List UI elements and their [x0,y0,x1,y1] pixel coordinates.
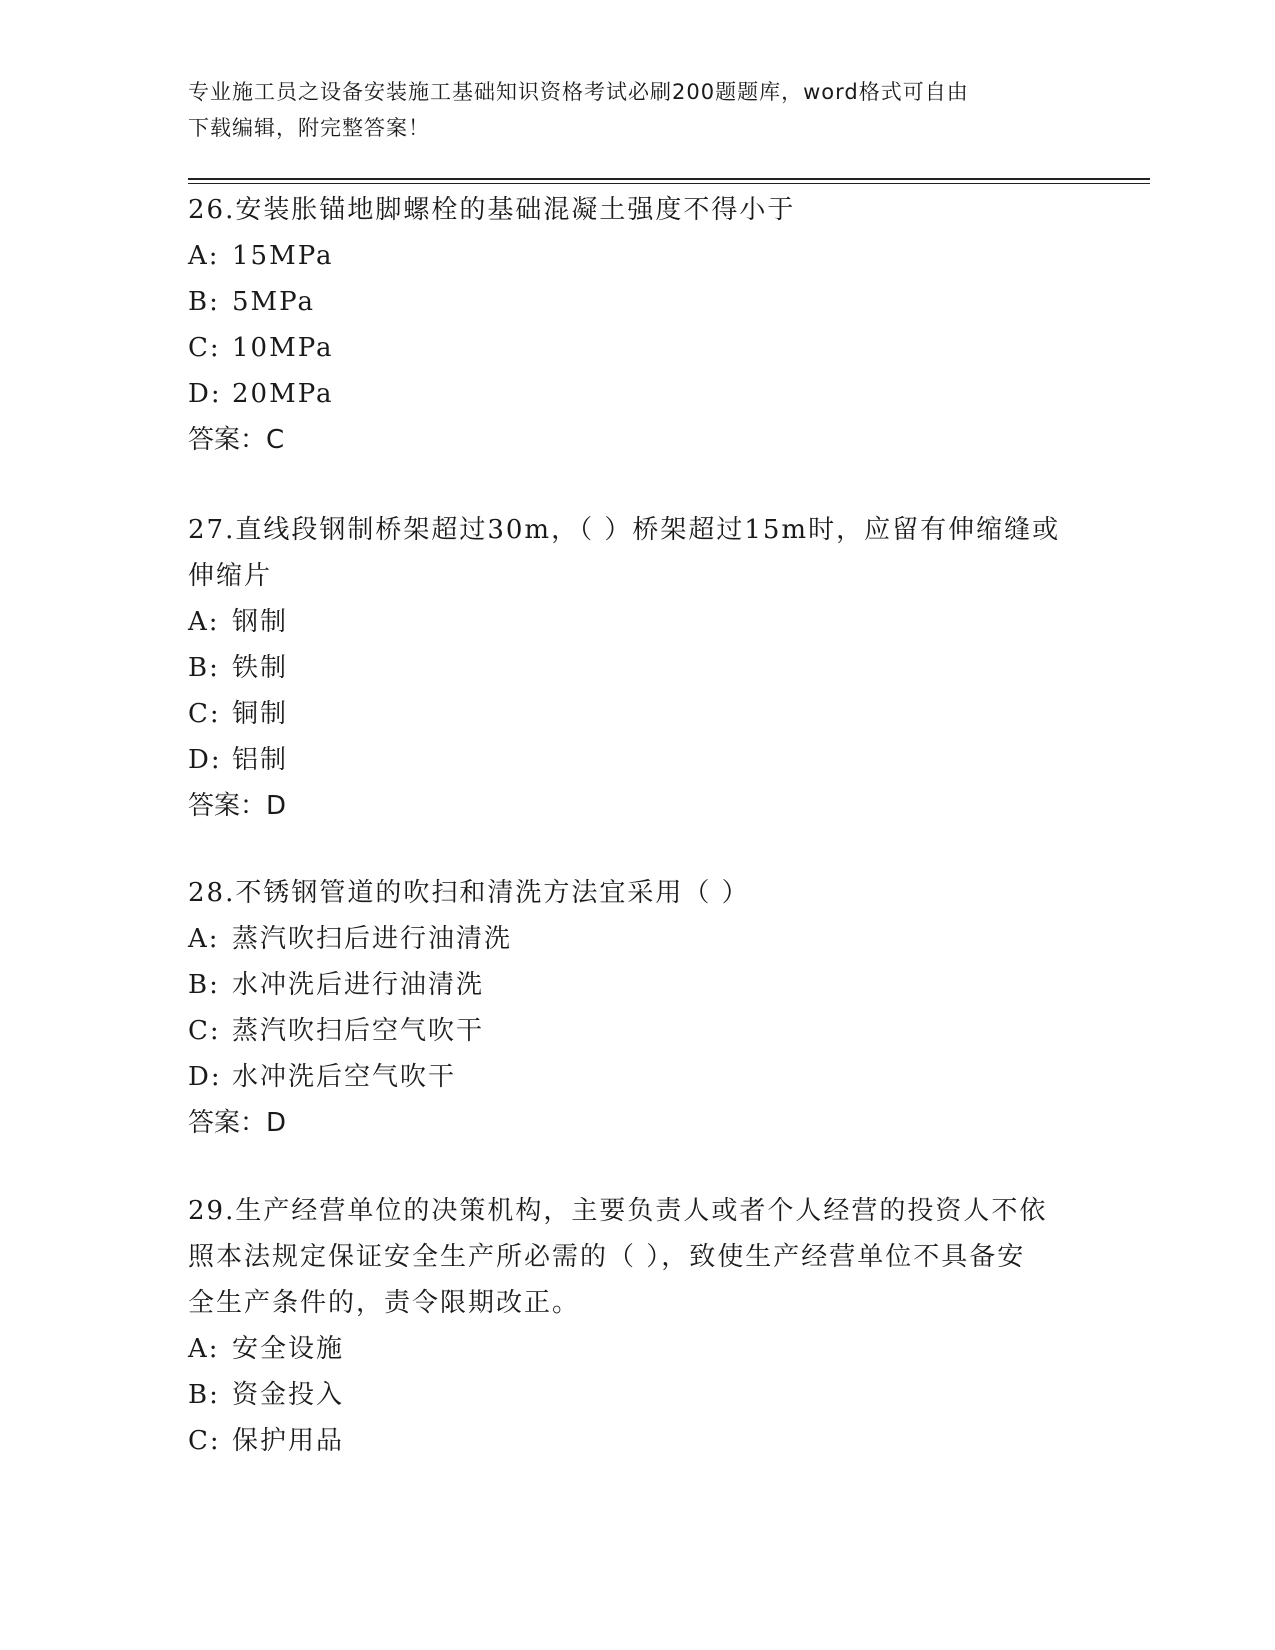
question-26 [188,187,1088,463]
option-c [188,691,1088,737]
header-divider-thick [188,178,1150,180]
option-a [188,599,1088,645]
option-text: 20MPa [232,379,334,409]
option-text: 铝制 [232,745,289,775]
header-title-line-1: 专业施工员之设备安装施工基础知识资格考试必刷200题题库，word格式可自由 [188,80,969,104]
option-text: 资金投入 [232,1380,345,1410]
option-letter: B: [188,1380,220,1410]
question-stem-line-1: 27.直线段钢制桥架超过30m，（ ）桥架超过15m时，应留有伸缩缝或 [188,515,1061,545]
option-text: 水冲洗后进行油清洗 [232,970,485,1000]
document-header [188,74,1088,146]
question-stem: 26.安装胀锚地脚螺栓的基础混凝土强度不得小于 [188,195,796,225]
option-a [188,233,1088,279]
answer-label: 答案：D [188,1108,287,1138]
question-28 [188,870,1088,1146]
option-c [188,1008,1088,1054]
option-b [188,1372,1088,1418]
option-letter: A: [188,607,220,637]
option-b [188,279,1088,325]
option-text: 铜制 [232,699,289,729]
answer-label: 答案：D [188,791,287,821]
question-29 [188,1188,1088,1464]
question-27 [188,507,1088,829]
option-text: 5MPa [232,287,315,317]
option-b [188,962,1088,1008]
question-stem-line-2: 照本法规定保证安全生产所必需的（ ），致使生产经营单位不具备安 [188,1242,1026,1272]
option-text: 安全设施 [232,1334,345,1364]
option-letter: D: [188,745,222,775]
option-d [188,371,1088,417]
option-letter: A: [188,241,220,271]
option-d [188,737,1088,783]
header-title-line-2: 下载编辑，附完整答案！ [188,116,430,140]
option-letter: C: [188,333,221,363]
question-stem: 28.不锈钢管道的吹扫和清洗方法宜采用（ ） [188,878,750,908]
option-letter: D: [188,1062,222,1092]
option-a [188,1326,1088,1372]
option-c [188,325,1088,371]
option-letter: B: [188,970,220,1000]
option-letter: C: [188,1016,221,1046]
option-letter: A: [188,1334,220,1364]
option-text: 保护用品 [232,1426,345,1456]
option-text: 蒸汽吹扫后进行油清洗 [232,924,513,954]
option-text: 铁制 [232,653,289,683]
option-a [188,916,1088,962]
option-c [188,1418,1088,1464]
question-stem-line-2: 伸缩片 [188,561,273,591]
option-letter: C: [188,699,221,729]
option-text: 15MPa [232,241,334,271]
question-stem-line-1: 29.生产经营单位的决策机构，主要负责人或者个人经营的投资人不依 [188,1196,1048,1226]
option-text: 水冲洗后空气吹干 [232,1062,457,1092]
option-text: 蒸汽吹扫后空气吹干 [232,1016,485,1046]
answer-label: 答案：C [188,425,285,455]
option-text: 钢制 [232,607,289,637]
option-d [188,1054,1088,1100]
option-letter: B: [188,287,220,317]
option-text: 10MPa [232,333,334,363]
option-letter: A: [188,924,220,954]
option-letter: B: [188,653,220,683]
option-letter: D: [188,379,222,409]
option-b [188,645,1088,691]
option-letter: C: [188,1426,221,1456]
header-divider-thin [188,183,1150,184]
question-stem-line-3: 全生产条件的，责令限期改正。 [188,1288,581,1318]
